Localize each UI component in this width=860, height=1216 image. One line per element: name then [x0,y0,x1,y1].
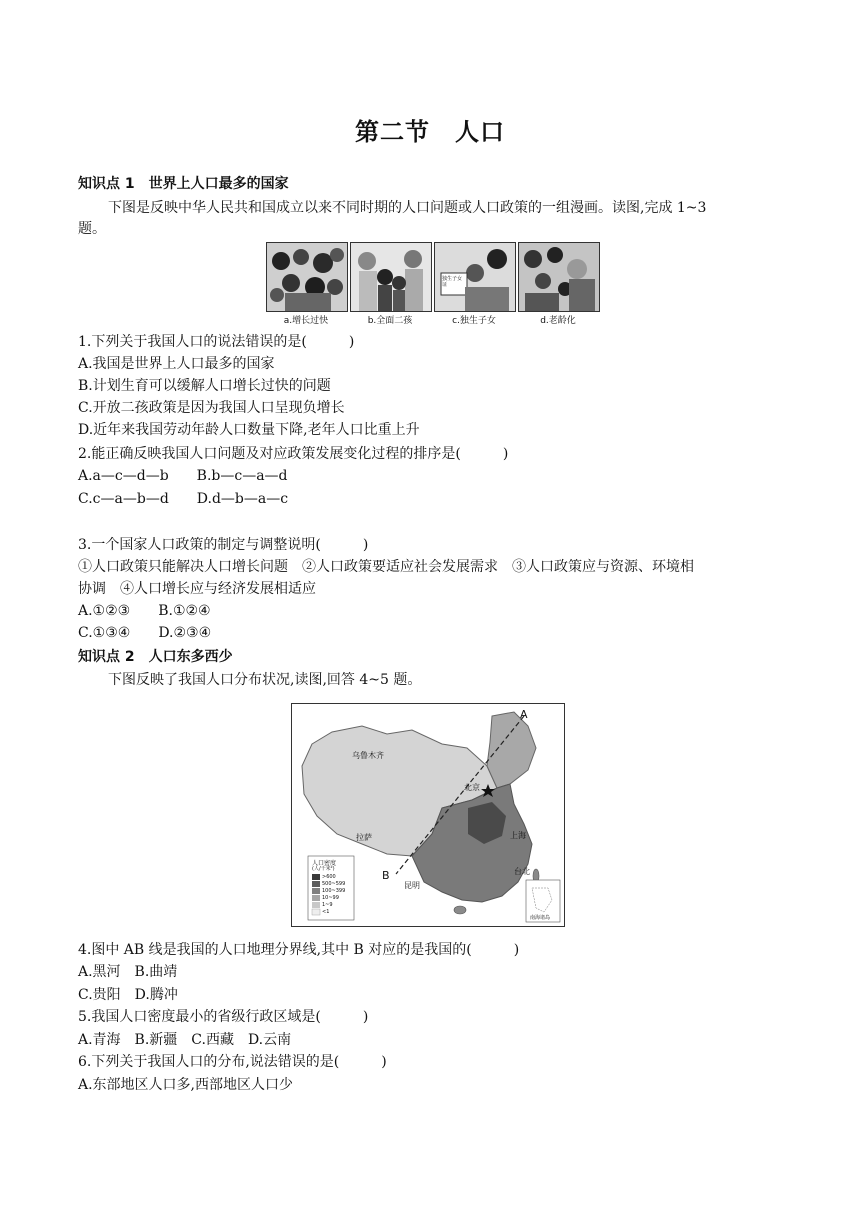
question-5-stem: 5.我国人口密度最小的省级行政区域是( ) [78,1009,369,1025]
panel-c-sign-text: 独生子女证 [442,276,463,288]
question-1-stem: 1.下列关于我国人口的说法错误的是( ) [78,334,355,350]
legend-item-2: 500~599 [322,881,346,887]
question-3-options-row-2: C.①③④ D.②③④ [78,625,212,641]
inset-label: 南海诸岛 [530,915,551,921]
city-shanghai: 上海 [510,831,526,840]
question-3-options-row-1: A.①②③ B.①②④ [78,603,211,619]
knowledge-point-2-heading: 知识点 2 人口东多西少 [78,649,233,665]
question-6-option-a: A.东部地区人口多,西部地区人口少 [78,1077,294,1093]
knowledge-point-1-heading: 知识点 1 世界上人口最多的国家 [78,176,289,192]
cartoon-panel-d [518,242,600,312]
question-1-option-c: C.开放二孩政策是因为我国人口呈现负增长 [78,400,345,416]
caption-a: a.增长过快 [283,316,329,326]
intro-2: 下图反映了我国人口分布状况,读图,回答 4~5 题。 [108,672,422,688]
question-1-option-a: A.我国是世界上人口最多的国家 [78,356,275,372]
question-1-option-d: D.近年来我国劳动年龄人口数量下降,老年人口比重上升 [78,422,420,438]
question-1-option-b: B.计划生育可以缓解人口增长过快的问题 [78,378,331,394]
population-density-map [291,703,565,927]
legend-item-5: 1~9 [322,902,333,908]
legend-item-6: <1 [322,909,330,915]
legend-item-1: >600 [322,874,336,880]
question-4-options-row-2: C.贵阳 D.腾冲 [78,987,178,1003]
city-beijing: 北京 [464,783,480,792]
question-4-options-row-1: A.黑河 B.曲靖 [78,964,178,980]
question-3-items-line-1: ①人口政策只能解决人口增长问题 ②人口政策要适应社会发展需求 ③人口政策应与资源、环境相 [78,559,694,575]
question-2-options-row-2: C.c—a—b—d D.d—b—a—c [78,491,289,507]
city-taipei: 台北 [514,867,530,876]
legend-unit: (人/千米²) [312,866,335,872]
city-lhasa: 拉萨 [356,833,372,842]
question-2-options-row-1: A.a—c—d—b B.b—c—a—d [78,468,288,484]
map-label-a: A [520,708,528,721]
page-title: 第二节 人口 [355,117,505,146]
caption-c: c.独生子女 [452,316,496,326]
intro-1-line-2: 题。 [78,221,106,237]
question-6-stem: 6.下列关于我国人口的分布,说法错误的是( ) [78,1054,387,1070]
question-5-options-row-1: A.青海 B.新疆 C.西藏 D.云南 [78,1032,292,1048]
cartoon-strip-figure [266,242,600,328]
map-label-b: B [382,869,390,882]
question-4-stem: 4.图中 AB 线是我国的人口地理分界线,其中 B 对应的是我国的( ) [78,942,520,958]
legend-title: 人口密度 [312,860,337,867]
intro-1-line-1: 下图是反映中华人民共和国成立以来不同时期的人口问题或人口政策的一组漫画。读图,完成 1~3 [108,200,707,216]
cartoon-panel-b [350,242,432,312]
caption-d: d.老龄化 [540,316,576,326]
question-2-stem: 2.能正确反映我国人口问题及对应政策发展变化过程的排序是( ) [78,446,509,462]
city-urumqi: 乌鲁木齐 [352,751,384,760]
caption-b: b.全面二孩 [367,316,413,326]
cartoon-panel-a [266,242,348,312]
question-3-items-line-2: 协调 ④人口增长应与经济发展相适应 [78,581,316,597]
legend-item-3: 100~399 [322,888,346,894]
legend-item-4: 10~99 [322,895,339,901]
cartoon-panel-c [434,242,516,312]
question-3-stem: 3.一个国家人口政策的制定与调整说明( ) [78,537,369,553]
city-kunming: 昆明 [404,881,420,890]
